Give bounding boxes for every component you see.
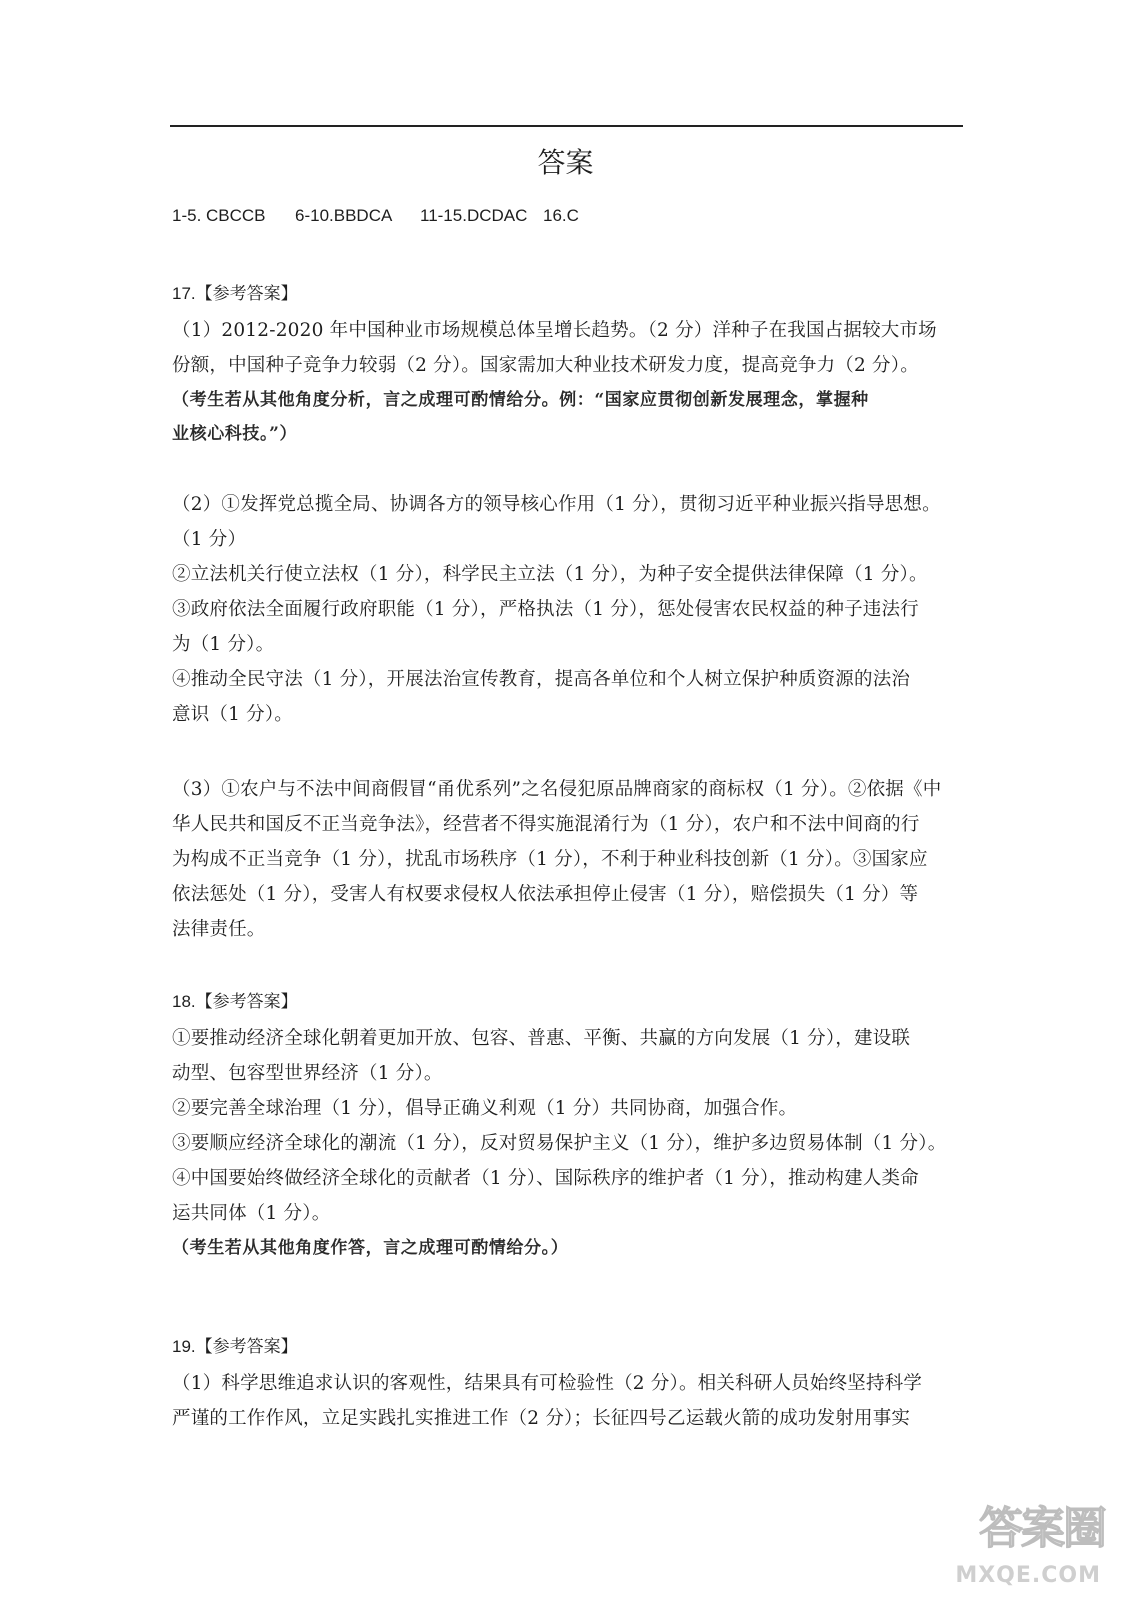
text-line: （3）①农户与不法中间商假冒“甬优系列”之名侵犯原品牌商家的商标权（1 分）。②依据《中 [172, 779, 942, 800]
text-line: 华人民共和国反不正当竞争法》，经营者不得实施混淆行为（1 分），农户和不法中间商的行 [172, 814, 920, 835]
text-line: （1）2012-2020 年中国种业市场规模总体呈增长趋势。（2 分）洋种子在我国占据较大市场 [172, 320, 937, 341]
note-line: （考生若从其他角度分析，言之成理可酌情给分。例：“国家应贯彻创新发展理念，掌握种 [172, 390, 869, 410]
q18-section [172, 990, 972, 1265]
text-line: 为构成不正当竞争（1 分），扰乱市场秩序（1 分），不利于种业科技创新（1 分）。③国家应 [172, 849, 928, 870]
mcq-answers [172, 203, 579, 229]
text-line: ①要推动经济全球化朝着更加开放、包容、普惠、平衡、共赢的方向发展（1 分），建设联 [172, 1028, 911, 1049]
text-line: ③政府依法全面履行政府职能（1 分），严格执法（1 分），惩处侵害农民权益的种子违法行 [172, 599, 919, 620]
q17-part3 [172, 772, 972, 947]
watermark-logo: 答案圈 [979, 1503, 1105, 1554]
text-line: ②立法机关行使立法权（1 分），科学民主立法（1 分），为种子安全提供法律保障（1 分）。 [172, 564, 928, 585]
text-line: 运共同体（1 分）。 [172, 1203, 331, 1224]
text-line: （1）科学思维追求认识的客观性，结果具有可检验性（2 分）。相关科研人员始终坚持科学 [172, 1373, 923, 1394]
q18-heading: 18.【参考答案】 [172, 992, 298, 1011]
page-title: 答案 [537, 146, 594, 179]
q17-part1 [172, 313, 972, 451]
q17-section [172, 282, 972, 947]
q19-section [172, 1335, 972, 1436]
text-line: 动型、包容型世界经济（1 分）。 [172, 1063, 443, 1084]
text-line: ③要顺应经济全球化的潮流（1 分），反对贸易保护主义（1 分），维护多边贸易体制（1 分）。 [172, 1133, 947, 1154]
text-line: 份额，中国种子竞争力较弱（2 分）。国家需加大种业技术研发力度，提高竞争力（2 分）。 [172, 355, 919, 376]
q19-heading: 19.【参考答案】 [172, 1337, 298, 1356]
text-line: 意识（1 分）。 [172, 704, 294, 725]
mcq-group: 1-5. CBCCB [172, 206, 266, 225]
text-line: （2）①发挥党总揽全局、协调各方的领导核心作用（1 分），贯彻习近平种业振兴指导思想。 [172, 494, 941, 515]
text-line: （1 分） [172, 529, 247, 550]
text-line: 为（1 分）。 [172, 634, 275, 655]
text-line: 严谨的工作作风，立足实践扎实推进工作（2 分）；长征四号乙运载火箭的成功发射用事实 [172, 1408, 911, 1429]
note-line: （考生若从其他角度作答，言之成理可酌情给分。） [172, 1238, 569, 1258]
q19-body [172, 1366, 972, 1436]
mcq-group: 6-10.BBDCA [295, 206, 393, 225]
q17-heading: 17.【参考答案】 [172, 284, 298, 303]
watermark-url: MXQE.COM [955, 1563, 1101, 1588]
text-line: ④中国要始终做经济全球化的贡献者（1 分）、国际秩序的维护者（1 分），推动构建人类命 [172, 1168, 919, 1189]
text-line: ②要完善全球治理（1 分），倡导正确义利观（1 分）共同协商，加强合作。 [172, 1098, 798, 1119]
header-rule [170, 125, 963, 127]
mcq-group: 11-15.DCDAC [420, 206, 528, 225]
text-line: 法律责任。 [172, 919, 266, 940]
q17-part2 [172, 487, 972, 732]
text-line: 依法惩处（1 分），受害人有权要求侵权人依法承担停止侵害（1 分），赔偿损失（1 分）等 [172, 884, 919, 905]
note-line: 业核心科技。”） [172, 424, 298, 444]
text-line: ④推动全民守法（1 分），开展法治宣传教育，提高各单位和个人树立保护种质资源的法治 [172, 669, 911, 690]
mcq-group: 16.C [543, 206, 579, 225]
q18-body [172, 1021, 972, 1265]
